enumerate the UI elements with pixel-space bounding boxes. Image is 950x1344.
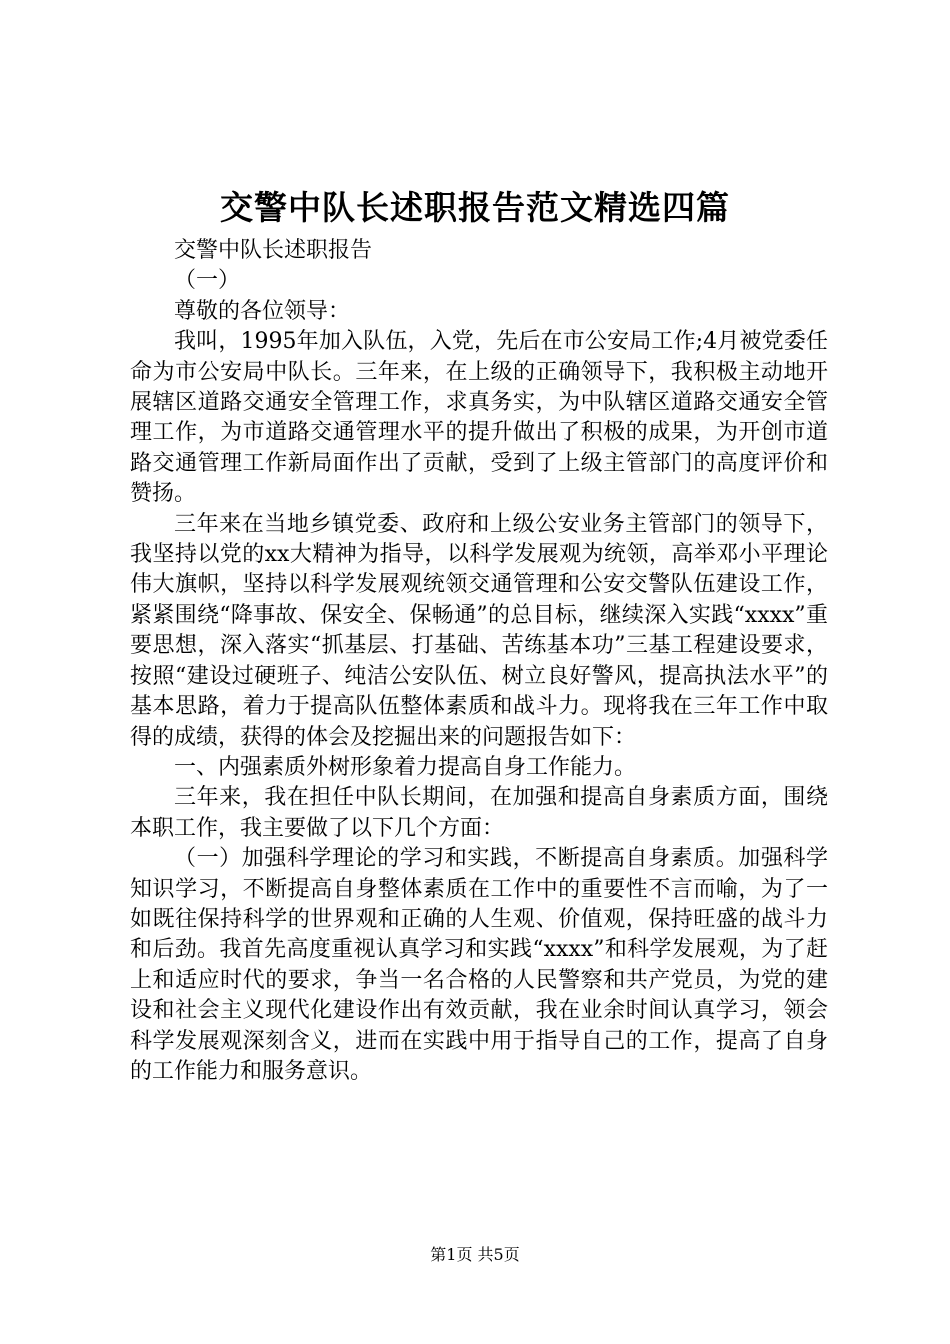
salutation: 尊敬的各位领导：: [174, 298, 351, 324]
paragraph-intro: 我叫，1995年加入队伍，入党，先后在市公安局工作;4月被党委任命为市公安局中队长。三年来，在上级的正确领导下，我积极主动地开展辖区道路交通安全管理工作，求真务实，为中队辖区道路交通安全管理工作，为市道路交通管理水平的提升做出了积极的成果，为开创市道路交通管理工作新局面作出了贡献，受到了上级主管部门的高度评价和赞扬。: [130, 329, 828, 507]
page-footer: 第1页 共5页: [430, 1245, 520, 1264]
section-marker: （一）: [174, 268, 241, 294]
report-subtitle: 交警中队长述职报告: [174, 238, 373, 263]
page-title: 交警中队长述职报告范文精选四篇: [220, 188, 730, 227]
paragraph-section-1-intro: 三年来，我在担任中队长期间，在加强和提高自身素质方面，围绕本职工作，我主要做了以下几个方面：: [130, 785, 828, 841]
section-heading-1: 一、内强素质外树形象着力提高自身工作能力。: [174, 754, 637, 780]
paragraph-subsection-1: （一）加强科学理论的学习和实践，不断提高自身素质。加强科学知识学习，不断提高自身整体素质在工作中的重要性不言而喻，为了一如既往保持科学的世界观和正确的人生观、价值观，保持旺盛的战斗力和后劲。我首先高度重视认真学习和实践“xxxx”和科学发展观，为了赶上和适应时代的要求，争当一名合格的人民警察和共产党员，为党的建设和社会主义现代化建设作出有效贡献，我在业余时间认真学习，领会科学发展观深刻含义，进而在实践中用于指导自己的工作，提高了自身的工作能力和服务意识。: [130, 846, 828, 1084]
paragraph-background: 三年来在当地乡镇党委、政府和上级公安业务主管部门的领导下，我坚持以党的xx大精神为指导，以科学发展观为统领，高举邓小平理论伟大旗帜，坚持以科学发展观统领交通管理和公安交警队伍建设工作，紧紧围绕“降事故、保安全、保畅通”的总目标，继续深入实践“xxxx”重要思想，深入落实“抓基层、打基础、苦练基本功”三基工程建设要求，按照“建设过硬班子、纯洁公安队伍、树立良好警风，提高执法水平”的基本思路，着力于提高队伍整体素质和战斗力。现将我在三年工作中取得的成绩，获得的体会及挖掘出来的问题报告如下：: [130, 511, 828, 750]
document-body: [130, 236, 828, 1087]
